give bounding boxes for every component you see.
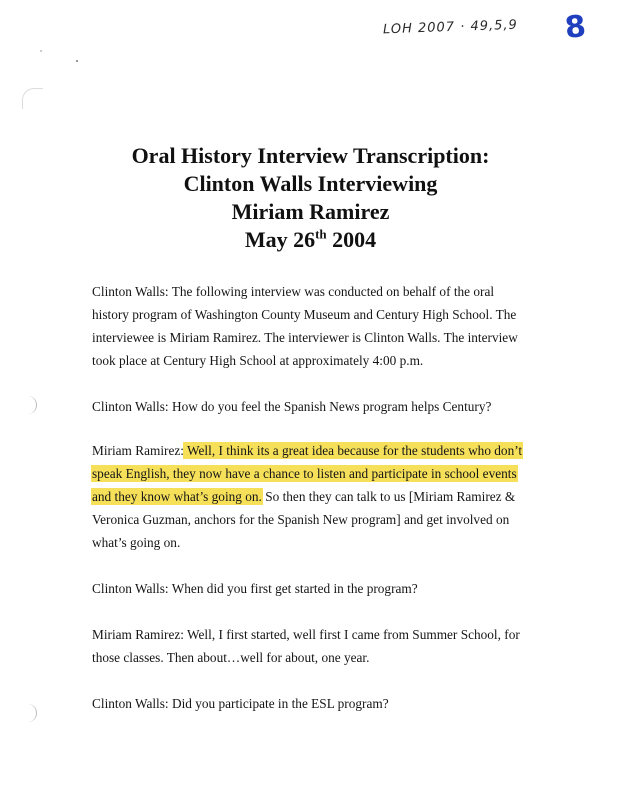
paragraph-line: Well, I first started, well first I came from Summer School, for — [183, 627, 520, 642]
paragraph-line: When did you first get started in the program? — [168, 581, 418, 596]
paragraph-line: took place at Century High School at approximately 4:00 p.m. — [92, 353, 424, 368]
title-line-2: Clinton Walls Interviewing — [183, 171, 438, 196]
transcript-paragraph — [92, 280, 532, 372]
paragraph-line: Veronica Guzman, anchors for the Spanish New program] and get involved on — [92, 512, 510, 527]
transcript-paragraph — [92, 692, 532, 715]
title-date-suffix: th — [315, 226, 327, 242]
highlighted-text: Well, I think its a great idea because for the students who don’t — [183, 443, 523, 458]
speaker-label: Clinton Walls: — [92, 581, 169, 596]
paragraph-line: interviewee is Miriam Ramirez. The interviewer is Clinton Walls. The interview — [92, 330, 518, 345]
margin-hole-mark — [22, 704, 37, 722]
speaker-label: Clinton Walls: — [92, 399, 169, 414]
title-date — [0, 226, 621, 254]
speaker-label: Miriam Ramirez: — [92, 443, 184, 458]
document-title — [0, 142, 621, 254]
archive-reference-number: LOH 2007 · 49,5,9 — [382, 17, 519, 38]
paragraph-line: The following interview was conducted on behalf of the oral — [168, 284, 495, 299]
speaker-label: Miriam Ramirez: — [92, 627, 184, 642]
title-date-year: 2004 — [326, 227, 377, 252]
scan-speck — [76, 60, 78, 62]
paragraph-line: So then they can talk to us [Miriam Ramirez & — [261, 489, 516, 504]
title-line-3: Miriam Ramirez — [231, 199, 390, 224]
page-number-mark: 8 — [563, 9, 588, 46]
margin-hole-mark — [22, 396, 37, 414]
transcript-paragraph — [92, 395, 532, 418]
transcript-paragraph — [92, 439, 532, 554]
highlighted-text: speak English, they now have a chance to listen and participate in school events — [92, 466, 517, 481]
paragraph-line: Did you participate in the ESL program? — [168, 696, 389, 711]
paragraph-line: what’s going on. — [92, 535, 181, 550]
scan-speck — [40, 50, 42, 52]
speaker-label: Clinton Walls: — [92, 696, 169, 711]
paragraph-line: those classes. Then about…well for about, one year. — [92, 650, 370, 665]
speaker-label: Clinton Walls: — [92, 284, 169, 299]
transcript-paragraph — [92, 577, 532, 600]
transcript-paragraph — [92, 623, 532, 669]
paragraph-line: How do you feel the Spanish News program helps Century? — [168, 399, 492, 414]
paragraph-line: history program of Washington County Museum and Century High School. The — [92, 307, 517, 322]
title-line-1: Oral History Interview Transcription: — [131, 143, 490, 168]
highlighted-text: and they know what’s going on. — [92, 489, 262, 504]
title-date-prefix: May 26 — [244, 227, 316, 252]
scan-artifact-curve — [22, 88, 43, 109]
